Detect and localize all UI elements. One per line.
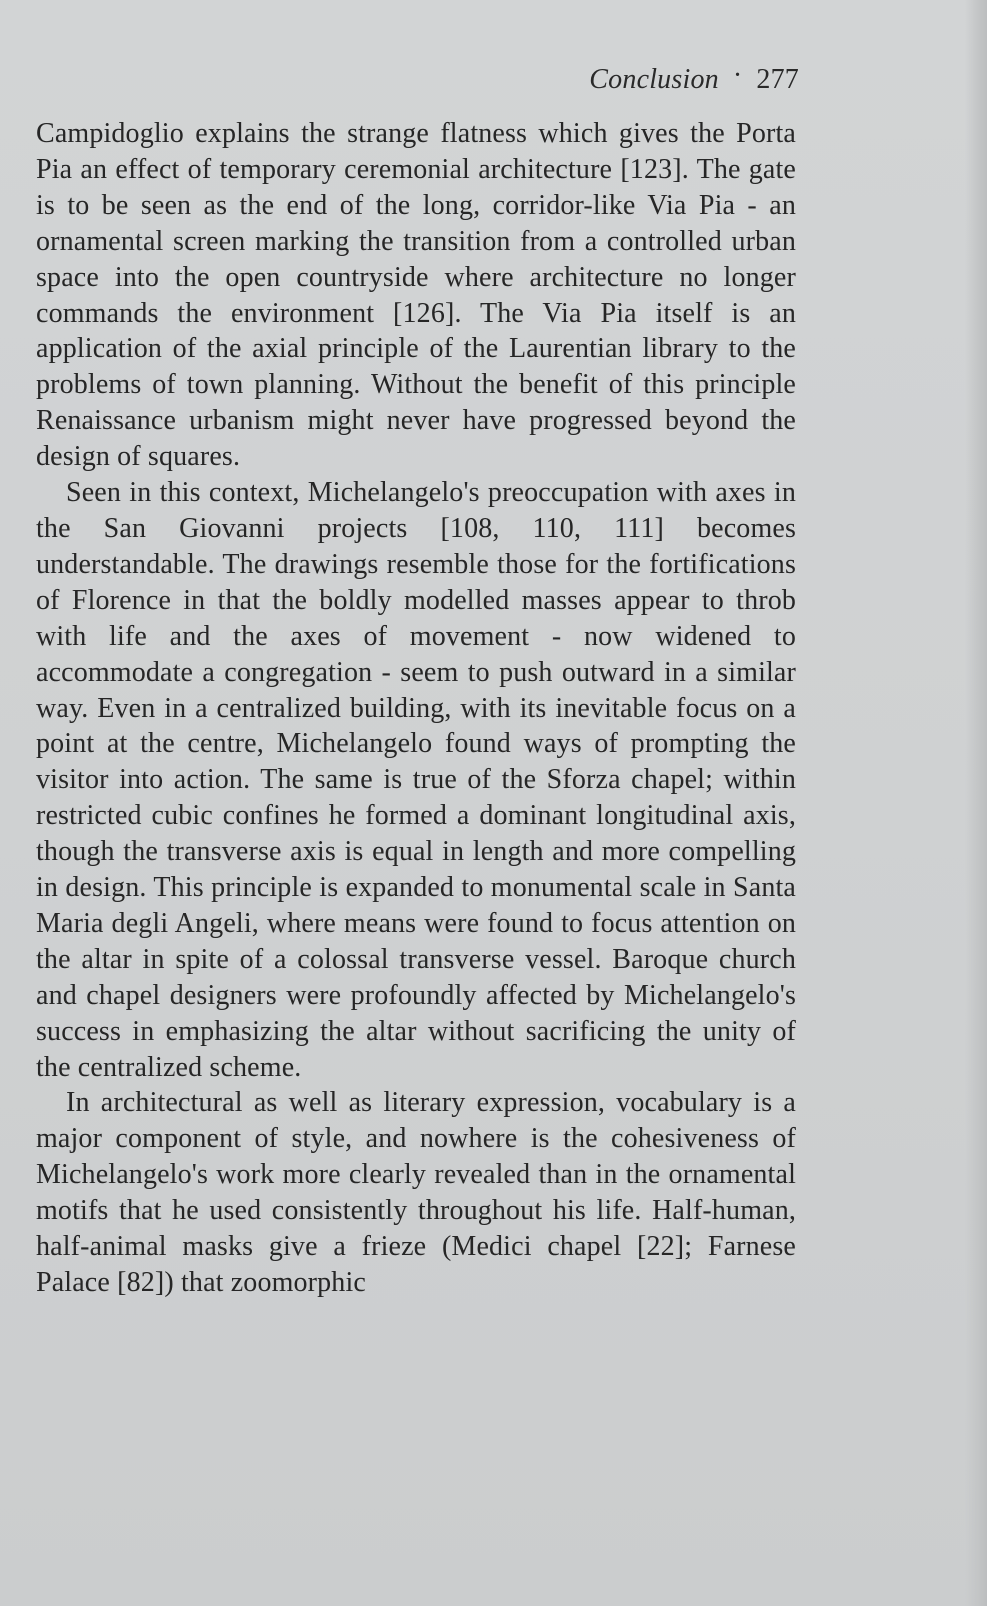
page-number: 277 (756, 64, 799, 95)
paragraph-vocabulary: In architectural as well as literary expression, vocabulary is a major component of style, and nowhere is the cohesiveness of Michelangelo's work more clearly revealed than in the ornamental motifs that he used consistently throughout his life. Half-human, half-animal masks give a frieze (Medici chapel [22]; Farnese Palace [82]) that zoomorphic (36, 1087, 796, 1298)
page-edge-shadow (965, 0, 987, 1606)
section-title: Conclusion (589, 64, 719, 95)
running-head (589, 60, 799, 96)
paragraph-continued: Campidoglio explains the strange flatness which gives the Porta Pia an effect of temporary ceremonial architecture [123]. The gate is to be seen as the end of the long, corridor-like Via Pia - an ornamental screen marking the transition from a controlled urban space into the open countryside where architecture no longer commands the environment [126]. The Via Pia itself is an application of the axial principle of the Laurentian library to the problems of town planning. Without the benefit of this principle Renaissance urbanism might never have progressed beyond the design of squares. (36, 118, 796, 473)
paragraph-axes: Seen in this context, Michelangelo's preoccupation with axes in the San Giovanni projects [108, 110, 111] becomes understandable. The drawings resemble those for the fortifications of Florence in that the boldly modelled masses appear to throb with life and the axes of movement - now widened to accommodate a congregation - seem to push outward in a similar way. Even in a centralized building, with its inevitable focus on a point at the centre, Michelangelo found ways of prompting the visitor into action. The same is true of the Sforza chapel; within restricted cubic confines he formed a dominant longitudinal axis, though the transverse axis is equal in length and more compelling in design. This principle is expanded to monumental scale in Santa Maria degli Angeli, where means were found to focus attention on the altar in spite of a colossal transverse vessel. Baroque church and chapel designers were profoundly affected by Michelangelo's success in emphasizing the altar without sacrificing the unity of the centralized scheme. (36, 477, 796, 1083)
header-separator: · (732, 60, 743, 91)
body-text (36, 116, 796, 1301)
